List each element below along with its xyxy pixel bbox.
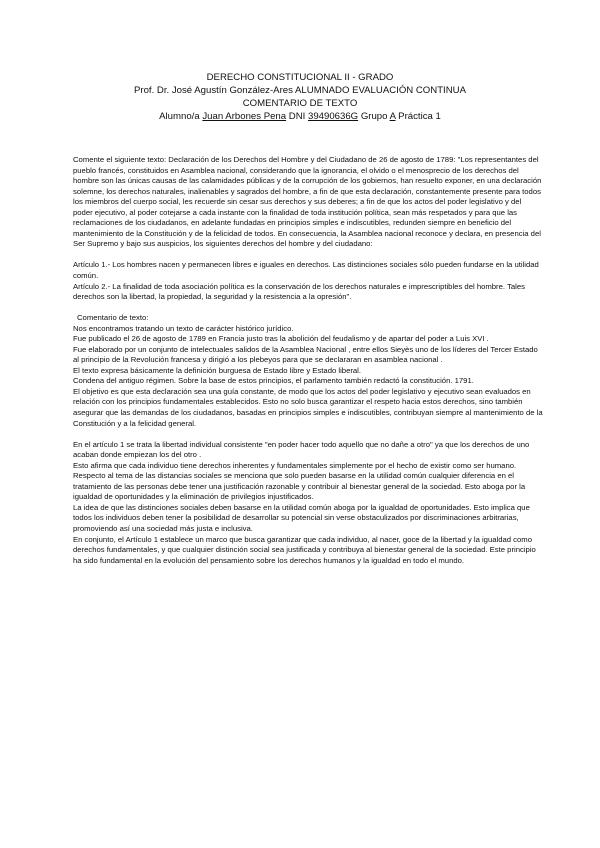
group-value: A: [389, 111, 396, 122]
dni-label: DNI: [288, 111, 306, 122]
student-label: Alumno/a: [159, 111, 200, 122]
student-name: Juan Arbones Pena: [202, 111, 287, 122]
commentary-paragraph: Fue publicado el 26 de agosto de 1789 en Francia justo tras la abolición del feudalismo y de apartar del poder a Luis XVI .: [73, 334, 489, 344]
document-body: [73, 155, 543, 566]
article-commentary-paragraph: Respecto al tema de las distancias sociales se menciona que solo pueden basarse en la utilidad común cualquier diferencia en el tratamiento de las personas debe tener una justificación razonable y contribuir al bienestar general de la sociedad. Esto aboga por la igualdad de oportunidades y la eliminación de privilegios injustificados.: [73, 471, 526, 502]
student-line: [60, 110, 540, 123]
dni-value: 39490636G: [307, 111, 359, 122]
professor-line: Prof. Dr. José Agustín González-Ares ALUMNADO EVALUACIÓN CONTINUA: [134, 85, 466, 96]
commentary-paragraph: El texto expresa básicamente la definición burguesa de Estado libre y Estado liberal.: [73, 365, 362, 375]
practice-label: Práctica 1: [398, 111, 441, 122]
group-label: Grupo: [360, 111, 388, 122]
commentary-paragraph: Nos encontramos tratando un texto de carácter histórico jurídico.: [73, 323, 294, 333]
article-commentary-paragraph: La idea de que las distinciones sociales deben basarse en la utilidad común aboga por la igualdad de oportunidades. Esto implica que todos los individuos deben tener la posibilidad de desarrollar su potencial sin verse obstaculizados por discriminaciones arbitrarias, promoviendo así una sociedad más justa e inclusiva.: [73, 502, 530, 533]
document-header: [60, 71, 540, 123]
article-2-text: Artículo 2.- La finalidad de toda asociación política es la conservación de los derechos naturales e imprescriptibles del hombre. Tales derechos son la libertad, la propiedad, la seguridad y la resistencia a la opresión".: [73, 281, 525, 302]
course-title: DERECHO CONSTITUCIONAL II - GRADO: [206, 72, 394, 83]
article-commentary-paragraph: En el artículo 1 se trata la libertad individual consistente "en poder hacer todo aquello que no dañe a otro" ya que los derechos de uno acaban donde empiezan los del otro .: [73, 439, 530, 460]
document-type: COMENTARIO DE TEXTO: [242, 98, 358, 109]
commentary-paragraph: Condena del antiguo régimen. Sobre la base de estos principios, el parlamento también redactó la constitución. 1791.: [73, 376, 474, 386]
commentary-heading: Comentario de texto:: [77, 313, 149, 323]
prompt-paragraph: Comente el siguiente texto: Declaración de los Derechos del Hombre y del Ciudadano de 26 de agosto de 1789: "Los representantes del pueblo francés, constituidos en Asamblea nacional, considerando que la ignorancia, el olvido o el menosprecio de los derechos del hombre son las únicas causas de las calamidades públicas y de la corrupción de los gobiernos, han resuelto exponer, en una declaración solemne, los derechos naturales, inalienables y sagrados del hombre, a fin de que esta declaración, constantemente presente para todos los miembros del cuerpo social, les recuerde sin cesar sus derechos y sus deberes; a fin de que los actos del poder legislativo y del poder ejecutivo, al poder cotejarse a cada instante con la finalidad de toda institución política, sean más respetados y para que las reclamaciones de los ciudadanos, en adelante fundadas en principios simples e indiscutibles, redunden siempre en beneficio del mantenimiento de la Constitución y de la felicidad de todos. En consecuencia, la Asamblea nacional reconoce y declara, en presencia del Ser Supremo y bajo sus auspicios, los siguientes derechos del hombre y del ciudadano:: [73, 155, 542, 249]
article-1-text: Artículo 1.- Los hombres nacen y permanecen libres e iguales en derechos. Las distinciones sociales sólo pueden fundarse en la utilidad común.: [73, 260, 539, 280]
article-commentary-paragraph: En conjunto, el Artículo 1 establece un marco que busca garantizar que cada individuo, al nacer, goce de la libertad y la igualdad como derechos fundamentales, y que cualquier distinción social sea justificada y contribuya al bienestar general de la sociedad. Este principio ha sido fundamental en la evolución del pensamiento sobre los derechos humanos y la igualdad en todo el mundo.: [73, 534, 536, 565]
article-commentary-paragraph: Esto afirma que cada individuo tiene derechos inherentes y fundamentales simplemente por el hecho de existir como ser humano.: [73, 460, 517, 470]
commentary-paragraph: El objetivo es que esta declaración sea una guía constante, de modo que los actos del poder legislativo y ejecutivo sean evaluados en relación con los principios fundamentales establecidos. Esto no solo busca garantizar el respeto hacia estos derechos, sino también asegurar que las demandas de los ciudadanos, basadas en principios simples e indiscutibles, contribuyan siempre al mantenimiento de la Constitución y a la felicidad general.: [73, 386, 543, 428]
commentary-paragraph: Fue elaborado por un conjunto de intelectuales salidos de la Asamblea Nacional , entre ellos Sieyès uno de los líderes del Tercer Estado al principio de la Revolución francesa y dirigió a los plebeyos para que se declararan en asamblea nacional .: [73, 344, 538, 365]
